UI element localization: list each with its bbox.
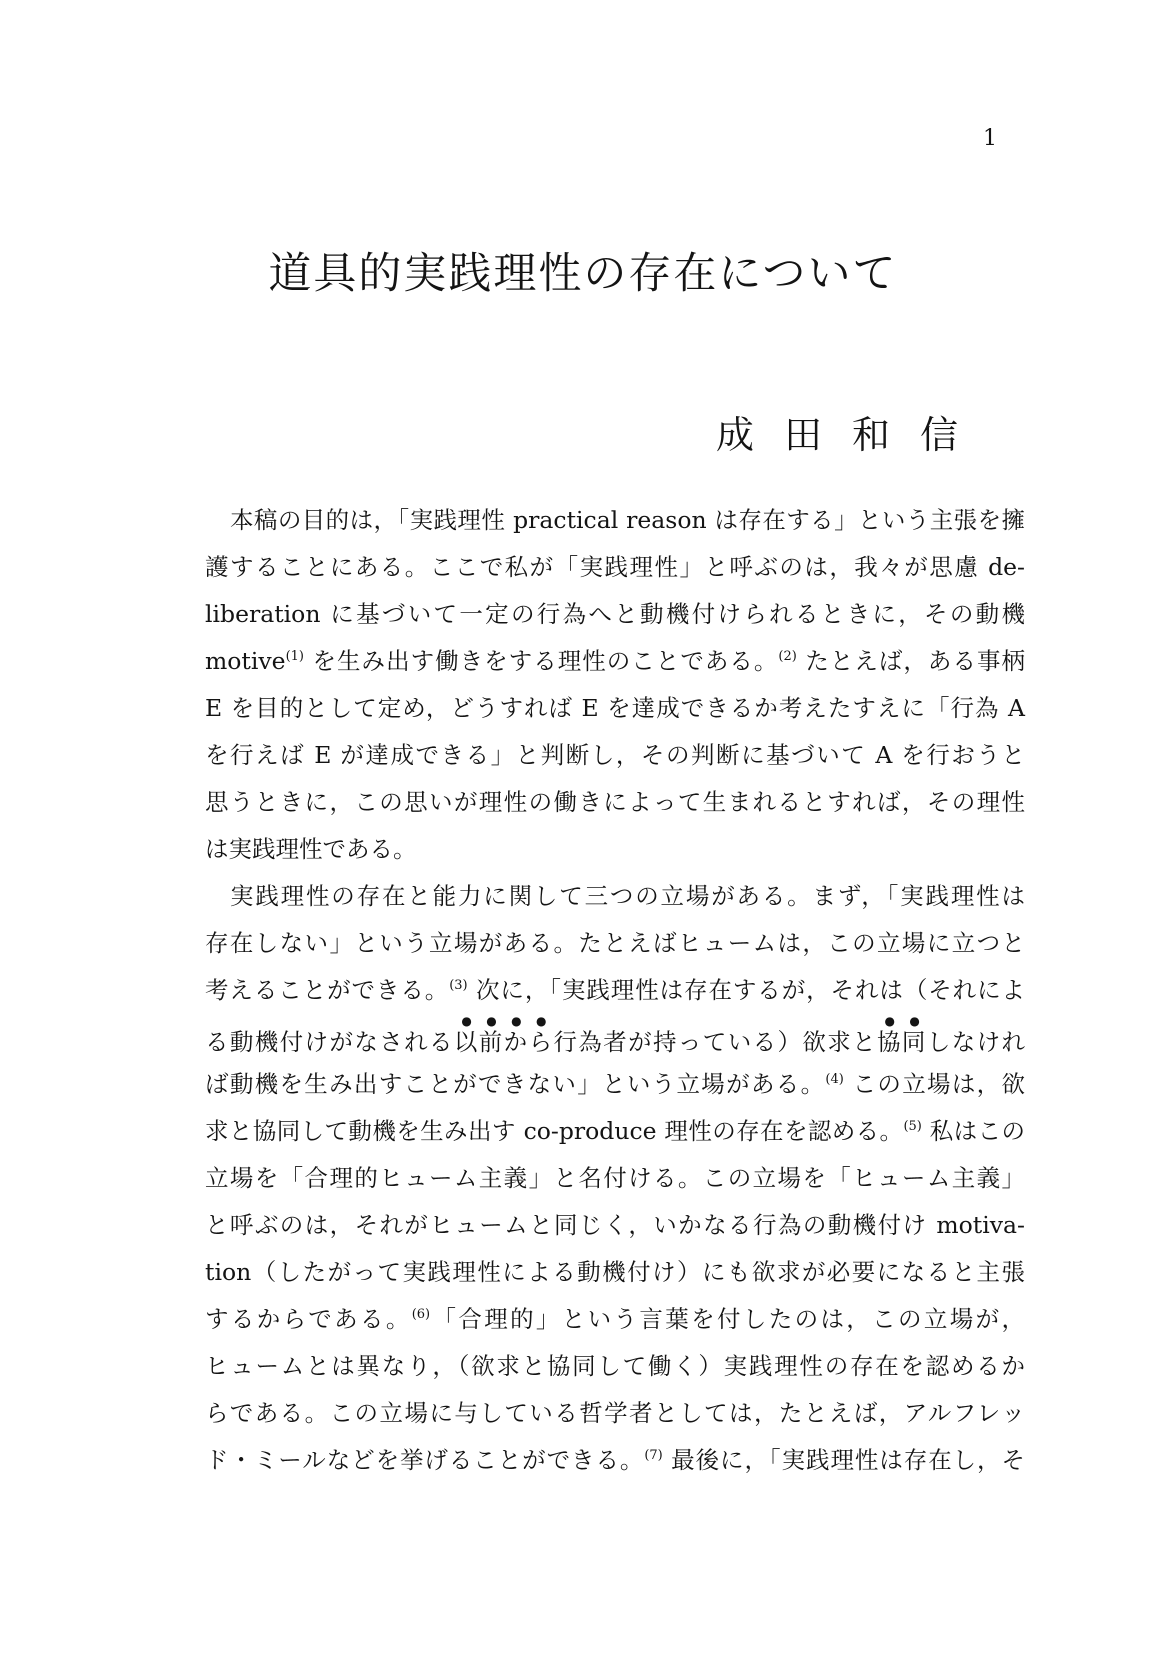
text-line: [205, 638, 1025, 685]
text-line: ヒュームとは異なり，（欲求と協同して働く）実践理性の存在を認めるか: [205, 1352, 1025, 1380]
text-run: る動機付けがなされる: [205, 1028, 454, 1056]
text-run: 私はこの: [929, 1117, 1025, 1145]
text-run: ド・ミールなどを挙げることができる。: [205, 1446, 645, 1474]
footnote-ref: (7): [644, 1448, 663, 1463]
page-number: 1: [983, 126, 997, 151]
text-run: 「合理的」という言葉を付したのは，この立場が，: [430, 1305, 1026, 1333]
text-line: 実践理性の存在と能力に関して三つの立場がある。まず，「実践理性は: [230, 882, 1025, 910]
text-line: [205, 1061, 1025, 1108]
text-run: を生み出す働きをする理性のことである。: [312, 647, 779, 675]
text-run: 行為者が持っている）欲求と: [553, 1028, 878, 1056]
footnote-ref: (1): [285, 649, 304, 664]
text-line: liberation に基づいて一定の行為へと動機付けられるときに，その動機: [205, 600, 1025, 628]
footnote-ref: (2): [778, 649, 797, 664]
text-line: 本稿の目的は，「実践理性 practical reason は存在する」という主張を擁: [230, 506, 1025, 534]
body-text: [205, 497, 1025, 1484]
emphasis-dots-text: 協同: [877, 1028, 927, 1056]
text-line: 立場を「合理的ヒューム主義」と名付ける。この立場を「ヒューム主義」: [205, 1164, 1025, 1192]
footnote-ref: (5): [903, 1119, 922, 1134]
text-run: motive: [205, 647, 286, 675]
text-line: と呼ぶのは，それがヒュームと同じく，いかなる行為の動機付け motiva-: [205, 1211, 1025, 1239]
footnote-ref: (3): [449, 978, 468, 993]
text-run: ば動機を生み出すことができない」という立場がある。: [205, 1070, 826, 1098]
text-line: E を目的として定め，どうすれば E を達成できるか考えたすえに「行為 A: [205, 694, 1025, 722]
text-line: [205, 967, 1025, 1014]
text-line: tion（したがって実践理性による動機付け）にも欲求が必要になると主張: [205, 1258, 1025, 1286]
text-line: 護することにある。ここで私が「実践理性」と呼ぶのは，我々が思慮 de-: [205, 553, 1025, 581]
text-line: [205, 1108, 1025, 1155]
text-run: 考えることができる。: [205, 976, 450, 1004]
text-line: [205, 1296, 1025, 1343]
text-run: 次に，「実践理性は存在するが，それは（それによ: [476, 976, 1025, 1004]
text-line: [205, 1014, 1025, 1061]
text-line: [205, 1437, 1025, 1484]
text-line: を行えば E が達成できる」と判断し，その判断に基づいて A を行おうと: [205, 741, 1025, 769]
text-line: らである。この立場に与している哲学者としては，たとえば，アルフレッ: [205, 1399, 1025, 1427]
text-line: は実践理性である。: [205, 835, 417, 863]
text-run: 最後に，「実践理性は存在し，そ: [671, 1446, 1025, 1474]
text-run: しなけれ: [926, 1028, 1025, 1056]
footnote-ref: (6): [411, 1307, 431, 1322]
emphasis-dots-text: 以前から: [453, 1028, 554, 1056]
article-title: 道具的実践理性の存在について: [268, 249, 898, 299]
text-run: するからである。: [205, 1305, 412, 1333]
text-run: 求と協同して動機を生み出す co-produce 理性の存在を認める。: [205, 1117, 904, 1145]
text-run: たとえば，ある事柄: [805, 647, 1025, 675]
text-line: 存在しない」という立場がある。たとえばヒュームは，この立場に立つと: [205, 929, 1025, 957]
author-name: 成田和信: [716, 413, 989, 457]
text-line: 思うときに，この思いが理性の働きによって生まれるとすれば，その理性: [205, 788, 1025, 816]
footnote-ref: (4): [825, 1072, 844, 1087]
text-run: この立場は，欲: [852, 1070, 1026, 1098]
